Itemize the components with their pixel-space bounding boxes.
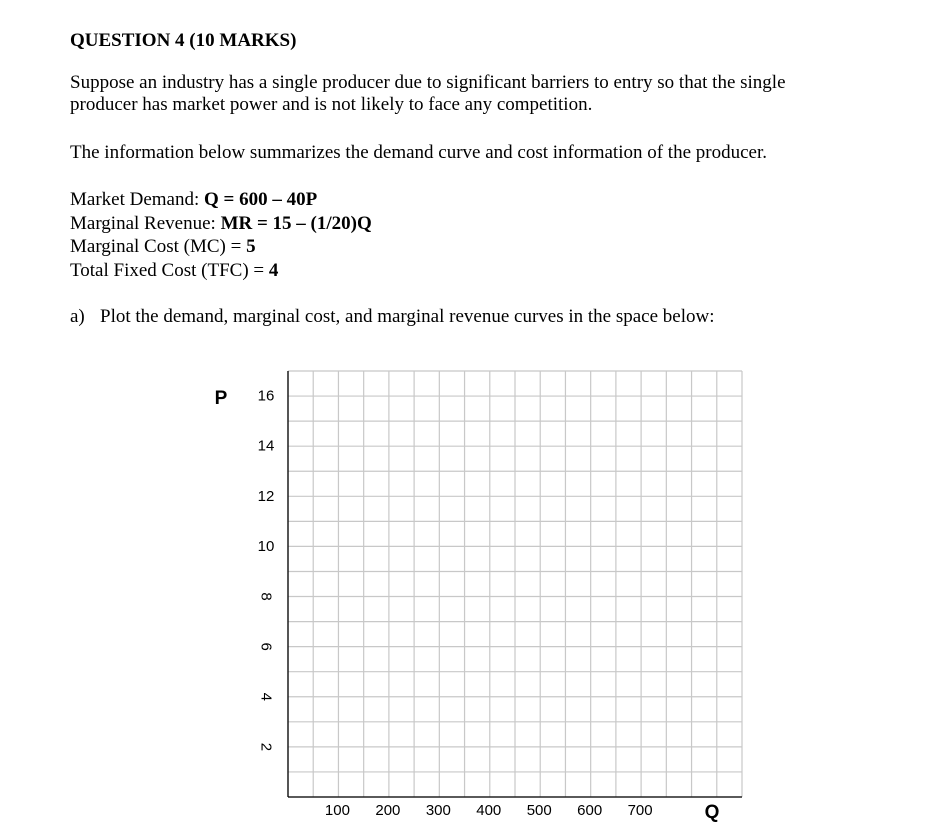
x-tick-label: 700 xyxy=(627,802,653,819)
y-tick-label: 16 xyxy=(257,387,275,405)
y-tick-label: 12 xyxy=(257,487,275,505)
intro-line-1: Suppose an industry has a single producer due to significant barriers to entry so that the single xyxy=(70,72,786,93)
y-tick-label: 14 xyxy=(257,437,275,455)
x-tick-label: 100 xyxy=(324,802,350,819)
x-tick-label: 500 xyxy=(526,802,552,819)
question-title: QUESTION 4 (10 MARKS) xyxy=(70,30,297,51)
tfc-value: 4 xyxy=(268,259,279,281)
tfc-label: Total Fixed Cost (TFC) = xyxy=(70,259,269,281)
mr-label: Marginal Revenue: xyxy=(70,212,221,234)
x-tick-label: 200 xyxy=(375,802,401,819)
info-line: The information below summarizes the demand curve and cost information of the producer. xyxy=(70,142,767,163)
mc-value: 5 xyxy=(246,236,256,257)
demand-label: Market Demand: xyxy=(70,189,205,210)
mc-label: Marginal Cost (MC) = xyxy=(70,236,247,257)
demand-value: Q = 600 – 40P xyxy=(204,189,318,210)
x-tick-label: 300 xyxy=(425,802,451,819)
tick-labels xyxy=(258,388,653,819)
part-a-text: Plot the demand, marginal cost, and marginal revenue curves in the space below: xyxy=(100,306,715,327)
mr-value: MR = 15 – (1/20)Q xyxy=(220,212,372,234)
y-tick-label: 2 xyxy=(257,742,275,752)
x-tick-label: 400 xyxy=(476,802,502,819)
y-axis-label: P xyxy=(214,388,228,409)
x-axis-label: Q xyxy=(704,802,720,823)
x-tick-label: 600 xyxy=(577,802,603,819)
y-tick-label: 10 xyxy=(257,537,275,555)
y-tick-label: 8 xyxy=(257,592,275,601)
intro-line-2: producer has market power and is not likely to face any competition. xyxy=(70,94,593,115)
part-a-letter: a) xyxy=(70,306,85,327)
y-tick-label: 6 xyxy=(257,642,275,651)
y-tick-label: 4 xyxy=(257,692,275,701)
grid-lines xyxy=(288,371,742,797)
